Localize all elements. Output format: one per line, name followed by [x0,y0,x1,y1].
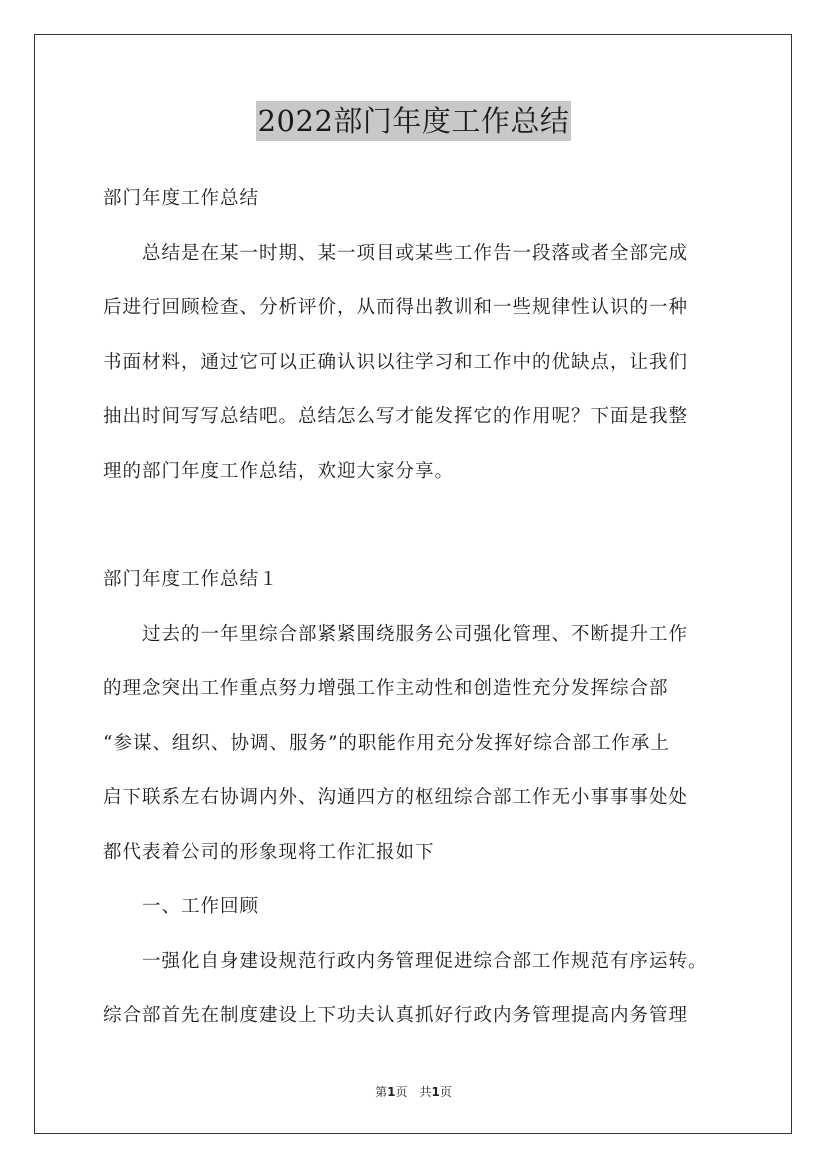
paragraph-line: 启下联系左右协调内外、沟通四方的枢纽综合部工作无小事事事处处 [103,787,689,808]
subheading-work-review: 一、工作回顾 [103,896,260,917]
blank-line [103,499,733,553]
paragraph-line: 后进行回顾检查、分析评价，从而得出教训和一些规律性认识的一种 [103,297,689,318]
footer-suffix: 页 [439,1085,452,1099]
paragraph-line: 过去的一年里综合部紧紧围绕服务公司强化管理、不断提升工作 [103,623,689,645]
title-container [0,101,827,141]
document-body [103,172,733,1044]
paragraph-line: 书面材料，通过它可以正确认识以往学习和工作中的优缺点，让我们 [103,351,689,373]
section-heading-1: 部门年度工作总结１ [103,569,279,590]
paragraph-line: “参谋、组织、协调、服务”的职能作用充分发挥好综合部工作承上 [103,732,670,754]
document-title: 2022部门年度工作总结 [256,101,572,141]
intro-heading: 部门年度工作总结 [103,188,260,209]
footer-mid: 页 共 [395,1085,432,1099]
current-page-number: 1 [387,1085,396,1099]
paragraph-line: 综合部首先在制度建设上下功夫认真抓好行政内务管理提高内务管理 [103,1005,689,1026]
paragraph-line: 理的部门年度工作总结，欢迎大家分享。 [103,460,455,482]
paragraph-line: 一强化自身建设规范行政内务管理促进综合部工作规范有序运转。 [103,950,708,972]
paragraph-line: 都代表着公司的形象现将工作汇报如下 [103,841,435,863]
paragraph-line: 的理念突出工作重点努力增强工作主动性和创造性充分发挥综合部 [103,678,669,699]
page-footer [0,1083,827,1100]
footer-prefix: 第 [375,1085,388,1099]
total-page-number: 1 [431,1085,440,1099]
paragraph-line: 总结是在某一时期、某一项目或某些工作告一段落或者全部完成 [103,242,689,264]
paragraph-line: 抽出时间写写总结吧。总结怎么写才能发挥它的作用呢？下面是我整 [103,406,689,427]
